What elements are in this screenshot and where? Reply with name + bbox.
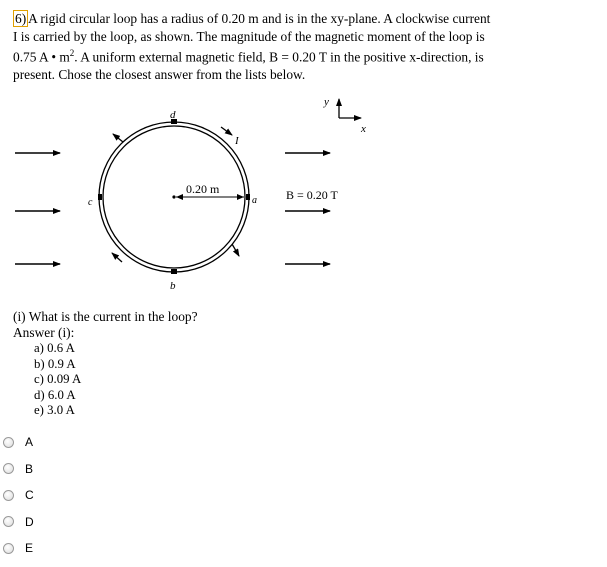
axis-x-label: x <box>361 123 366 135</box>
label-c: c <box>88 197 93 208</box>
option-item: c) 0.09 A <box>34 372 82 386</box>
axis-y-label: y <box>324 96 329 108</box>
answer-label: Answer (i): <box>13 325 75 340</box>
point-a-marker <box>246 194 250 200</box>
choice-c[interactable] <box>3 482 34 509</box>
choice-label: D <box>25 514 34 529</box>
subquestion <box>13 309 198 419</box>
answer-choices <box>3 429 34 562</box>
radius-label: 0.20 m <box>186 182 220 196</box>
question-number: 6) <box>15 11 27 26</box>
label-d: d <box>170 109 176 121</box>
radio-button[interactable] <box>3 543 14 554</box>
field-label: B = 0.20 T <box>286 188 338 202</box>
point-b-marker <box>171 269 177 274</box>
question-line-2: I is carried by the loop, as shown. The magnitude of the magnetic moment of the loop is <box>13 28 485 44</box>
choice-a[interactable] <box>3 429 34 456</box>
question-line-3: 0.75 A • $m^2$. A uniform external magnetic field, B = 0.20 T in the positive x-direction, is <box>13 48 484 65</box>
choice-label: C <box>25 488 34 503</box>
question-text <box>13 10 598 83</box>
current-arrow <box>112 253 122 262</box>
label-current: I <box>235 135 239 147</box>
point-c-marker <box>98 194 102 200</box>
choice-e[interactable] <box>3 535 34 562</box>
choice-d[interactable] <box>3 509 34 536</box>
choice-b[interactable] <box>3 456 34 483</box>
option-item: b) 0.9 A <box>34 356 76 371</box>
radio-button[interactable] <box>3 437 14 448</box>
question-line-1: 6) A rigid circular loop has a radius of 0.20 m and is in the xy-plane. A clockwise current <box>15 11 491 26</box>
option-item: a) 0.6 A <box>34 341 75 355</box>
choice-label: A <box>25 435 34 450</box>
current-arrow <box>221 127 232 135</box>
loop-center <box>172 195 175 198</box>
subquestion-prompt: (i) What is the current in the loop? <box>13 309 198 324</box>
radio-button[interactable] <box>3 516 14 527</box>
option-item: e) 3.0 A <box>34 403 75 417</box>
option-item: d) 6.0 A <box>34 387 76 402</box>
choice-label: E <box>25 541 34 556</box>
option-list <box>13 341 198 419</box>
loop-diagram <box>0 92 607 302</box>
radio-button[interactable] <box>3 490 14 501</box>
label-b: b <box>170 280 176 292</box>
current-arrow <box>113 134 123 142</box>
label-a: a <box>252 195 257 206</box>
radio-button[interactable] <box>3 463 14 474</box>
choice-label: B <box>25 461 34 476</box>
question-line-4: present. Chose the closest answer from the lists below. <box>13 66 306 82</box>
current-arrow <box>232 244 239 256</box>
